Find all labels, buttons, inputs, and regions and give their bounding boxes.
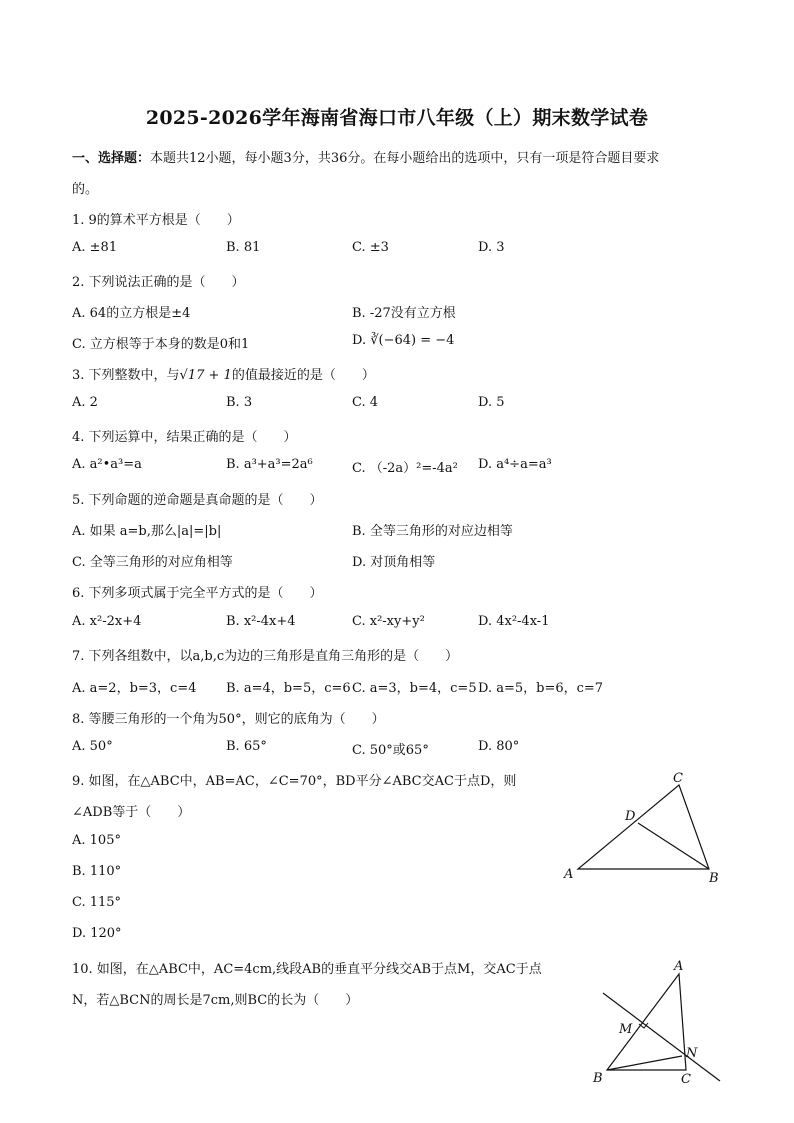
question-3-stem-pre: 3. 下列整数中，与 [72, 368, 180, 383]
segment-bn [607, 1056, 682, 1070]
section-1-lead: 一、选择题： [72, 151, 151, 166]
question-1-option-d: D. 3 [478, 240, 505, 255]
section-1-header [72, 147, 659, 166]
fig9-label-a: A [564, 867, 574, 882]
question-2-option-d: D. ∛(−64) = −4 [352, 333, 455, 348]
question-9-option-d: D. 120° [72, 926, 122, 941]
question-10-stem-line2: N，若△BCN的周长是7cm,则BC的长为（ ） [72, 993, 359, 1008]
question-9-figure [558, 768, 728, 888]
question-8-option-c: C. 50°或65° [352, 743, 429, 758]
question-2-option-c: C. 立方根等于本身的数是0和1 [72, 337, 250, 352]
question-4-option-b: B. a³+a³=2a⁶ [226, 457, 313, 472]
question-7-option-d: D. a=5，b=6，c=7 [478, 681, 604, 696]
question-9-stem-line1: 9. 如图，在△ABC中，AB=AC，∠C=70°，BD平分∠ABC交AC于点D，则 [72, 774, 517, 789]
question-5-option-a: A. 如果 a=b,那么|a|=|b| [72, 524, 222, 539]
question-6-option-a: A. x²-2x+4 [72, 614, 142, 629]
fig10-label-c: C [681, 1072, 691, 1087]
question-5-option-c: C. 全等三角形的对应角相等 [72, 555, 233, 570]
segment-bd [638, 823, 709, 869]
question-2-stem: 2. 下列说法正确的是（ ） [72, 275, 245, 290]
question-6-option-b: B. x²-4x+4 [226, 614, 296, 629]
fig9-label-c: C [673, 771, 683, 786]
question-3-option-a: A. 2 [72, 395, 98, 410]
question-6-option-d: D. 4x²-4x-1 [478, 614, 550, 629]
question-1-option-a: A. ±81 [72, 240, 118, 255]
question-7-option-c: C. a=3，b=4，c=5 [352, 681, 477, 696]
question-4-option-c: C. （-2a）²=-4a² [352, 461, 458, 476]
question-3-stem-post: 的值最接近的是（ ） [231, 368, 375, 383]
fig10-label-n: N [686, 1046, 698, 1061]
fig10-label-m: M [619, 1022, 633, 1037]
question-8-stem: 8. 等腰三角形的一个角为50°，则它的底角为（ ） [72, 712, 385, 727]
question-3-option-b: B. 3 [226, 395, 253, 410]
fig10-label-b: B [593, 1071, 603, 1086]
question-7-option-b: B. a=4，b=5，c=6 [226, 681, 351, 696]
question-8-option-b: B. 65° [226, 739, 267, 754]
question-4-option-a: A. a²•a³=a [72, 457, 142, 472]
fig10-label-a: A [674, 959, 684, 974]
section-1-desc-line2: 的。 [72, 182, 99, 197]
question-1-option-c: C. ±3 [352, 240, 389, 255]
question-10-figure [588, 955, 728, 1090]
question-9-stem-line2: ∠ADB等于（ ） [72, 805, 191, 820]
question-7-option-a: A. a=2，b=3，c=4 [72, 681, 197, 696]
question-6-stem: 6. 下列多项式属于完全平方式的是（ ） [72, 586, 323, 601]
fig9-label-b: B [709, 871, 719, 886]
question-3-option-d: D. 5 [478, 395, 505, 410]
question-5-stem: 5. 下列命题的逆命题是真命题的是（ ） [72, 493, 323, 508]
question-6-option-c: C. x²-xy+y² [352, 614, 425, 629]
question-9-option-c: C. 115° [72, 895, 122, 910]
exam-title: 2025-2026学年海南省海口市八年级（上）期末数学试卷 [145, 107, 649, 129]
question-5-option-d: D. 对顶角相等 [352, 555, 436, 570]
question-8-option-a: A. 50° [72, 739, 113, 754]
question-8-option-d: D. 80° [478, 739, 520, 754]
question-7-stem: 7. 下列各组数中，以a,b,c为边的三角形是直角三角形的是（ ） [72, 649, 459, 664]
question-1-stem: 1. 9的算术平方根是（ ） [72, 213, 240, 228]
fig9-label-d: D [625, 809, 636, 824]
question-3-stem [72, 364, 375, 383]
question-9-option-b: B. 110° [72, 864, 122, 879]
question-2-option-a: A. 64的立方根是±4 [72, 306, 191, 321]
question-2-option-b: B. -27没有立方根 [352, 306, 456, 321]
question-10-stem-line1: 10. 如图，在△ABC中，AC=4cm,线段AB的垂直平分线交AB于点M，交AC于点 [72, 962, 542, 977]
question-4-option-d: D. a⁴÷a=a³ [478, 457, 552, 472]
question-3-option-c: C. 4 [352, 395, 379, 410]
question-1-option-b: B. 81 [226, 240, 261, 255]
question-4-stem: 4. 下列运算中，结果正确的是（ ） [72, 430, 297, 445]
question-3-stem-math: √17 + 1 [179, 368, 232, 383]
section-1-desc-line1: 本题共12小题，每小题3分，共36分。在每小题给出的选项中，只有一项是符合题目要求 [150, 151, 660, 166]
question-5-option-b: B. 全等三角形的对应边相等 [352, 524, 513, 539]
question-9-option-a: A. 105° [72, 833, 121, 848]
